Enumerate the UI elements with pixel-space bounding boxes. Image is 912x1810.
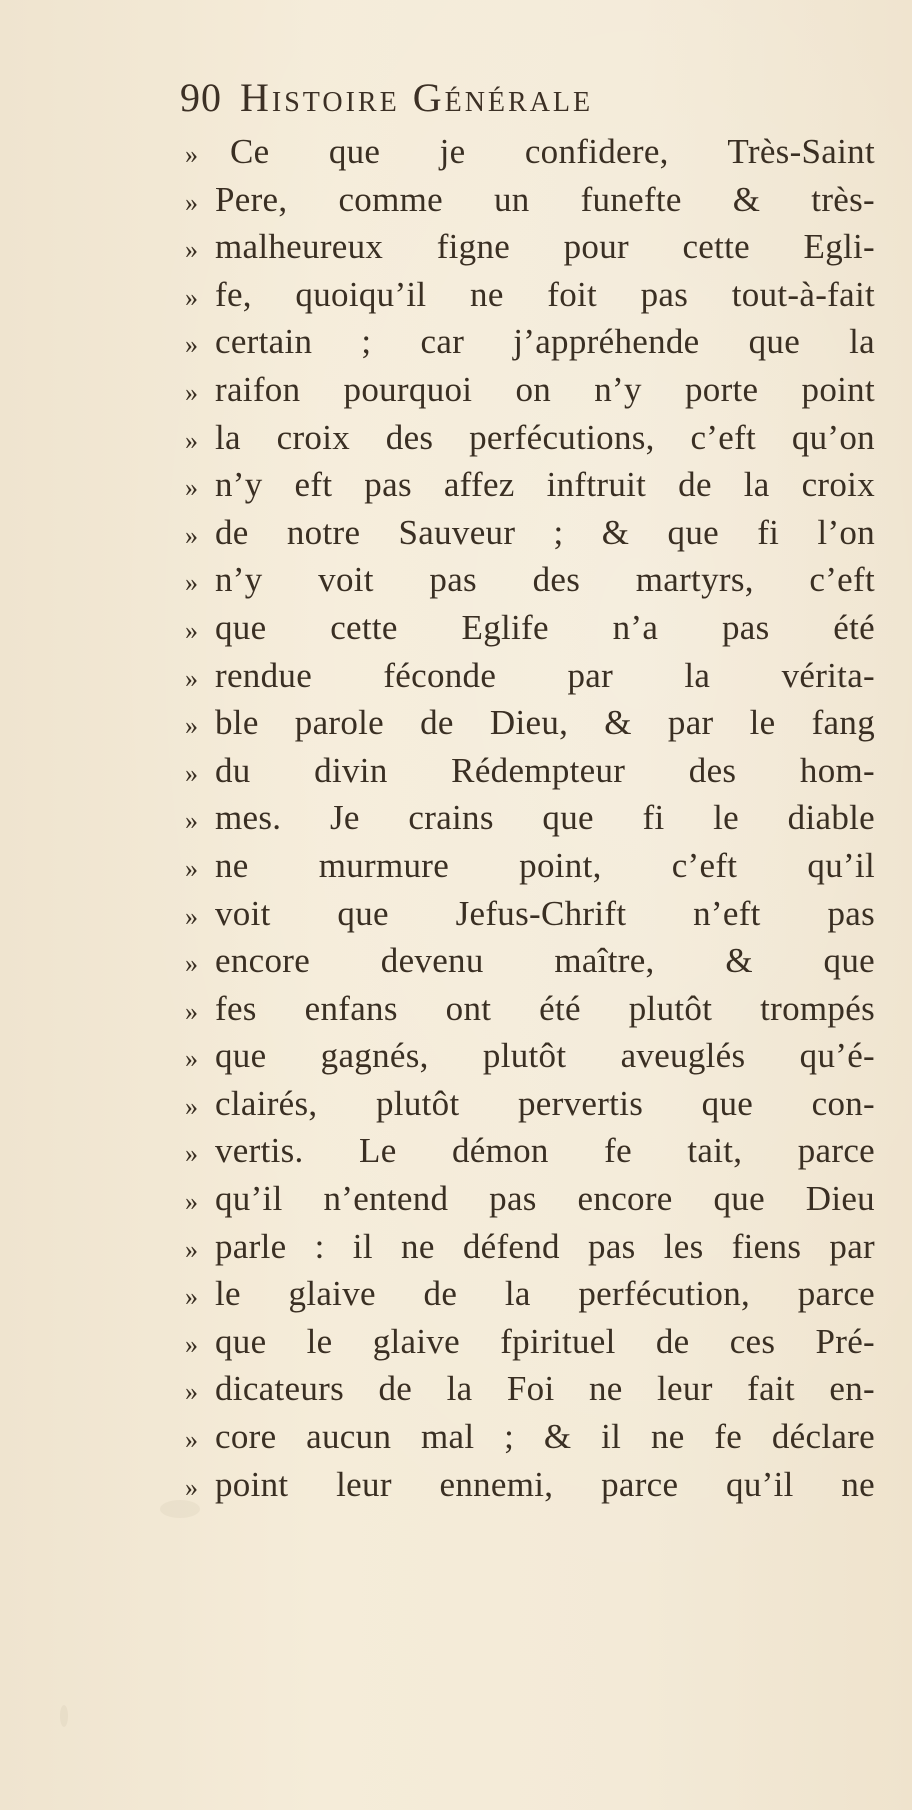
line-text: mes. Je crains que fi le diable [215,798,875,838]
quote-mark: » [185,425,196,455]
line-text: point leur ennemi, parce qu’il ne [215,1464,875,1504]
text-line [185,227,875,275]
quote-mark: » [185,901,196,931]
quote-mark: » [185,187,196,217]
quote-mark: » [185,1282,196,1312]
text-line [185,275,875,323]
text-line [185,418,875,466]
quote-mark: » [185,949,196,979]
line-text: rendue féconde par la vérita- [215,655,875,695]
quote-mark: » [185,1472,196,1502]
text-line [185,894,875,942]
quote-mark: » [185,1139,196,1169]
line-text: n’y voit pas des martyrs, c’eft [215,560,875,600]
text-line [185,1179,875,1227]
quote-mark: » [185,235,196,265]
text-line [185,1369,875,1417]
text-line [185,465,875,513]
text-line [185,846,875,894]
line-text: ble parole de Dieu, & par le fang [215,703,875,743]
text-line [185,513,875,561]
line-text: de notre Sauveur ; & que fi l’on [215,512,875,552]
line-text: voit que Jefus-Chrift n’eft pas [215,893,875,933]
text-line [185,989,875,1037]
text-line [185,322,875,370]
quote-mark: » [185,1044,196,1074]
line-text: raifon pourquoi on n’y porte point [215,369,875,409]
text-line [185,1036,875,1084]
text-line [185,370,875,418]
line-text: que gagnés, plutôt aveuglés qu’é- [215,1036,875,1076]
line-text: fe, quoiqu’il ne foit pas tout-à-fait [215,274,875,314]
quote-mark: » [185,663,196,693]
running-title: Histoire Générale [240,75,594,120]
line-text: que cette Eglife n’a pas été [215,607,875,647]
text-line [185,608,875,656]
line-text: n’y eft pas affez inftruit de la croix [215,465,875,505]
line-text: Ce que je confidere, Très-Saint [230,132,875,171]
text-line [185,798,875,846]
text-line [185,1274,875,1322]
line-text: encore devenu maître, & que [215,941,875,981]
line-text: du divin Rédempteur des hom- [215,750,875,790]
text-line [185,941,875,989]
line-text: vertis. Le démon fe tait, parce [215,1131,875,1171]
quote-mark: » [185,330,196,360]
line-text: ne murmure point, c’eft qu’il [215,845,875,885]
line-text: Pere, comme un funefte & très- [215,179,875,219]
line-text: certain ; car j’appréhende que la [215,322,875,362]
quote-mark: » [185,1329,196,1359]
quote-mark: » [185,758,196,788]
quote-mark: » [185,615,196,645]
paper-spot [60,1705,68,1727]
line-text: clairés, plutôt pervertis que con- [215,1083,875,1123]
text-line [185,1465,875,1513]
line-text: que le glaive fpirituel de ces Pré- [215,1321,875,1361]
line-text: core aucun mal ; & il ne fe déclare [215,1417,875,1457]
text-line [185,1322,875,1370]
text-line [185,1227,875,1275]
text-line [185,1417,875,1465]
line-text: qu’il n’entend pas encore que Dieu [215,1179,875,1219]
quote-mark: » [185,520,196,550]
quote-mark: » [185,377,196,407]
text-line [185,1084,875,1132]
quote-mark: » [185,711,196,741]
text-line [185,560,875,608]
page-header [180,74,860,130]
text-line [185,132,875,180]
quote-mark: » [185,473,196,503]
quote-mark: » [185,282,196,312]
line-text: dicateurs de la Foi ne leur fait en- [215,1369,875,1409]
quote-mark: » [185,853,196,883]
text-line [185,180,875,228]
line-text: le glaive de la perfécution, parce [215,1274,875,1314]
text-line [185,656,875,704]
page-number: 90 [180,75,222,120]
quote-mark: » [185,996,196,1026]
line-text: parle : il ne défend pas les fiens par [215,1226,875,1266]
quote-mark: » [185,568,196,598]
quote-mark: » [185,1234,196,1264]
line-text: malheureux figne pour cette Egli- [215,227,875,267]
text-line [185,751,875,799]
quote-mark: » [185,1187,196,1217]
text-line [185,703,875,751]
body-text [185,132,875,1512]
quote-mark: » [185,1091,196,1121]
quote-mark: » [185,1425,196,1455]
line-text: fes enfans ont été plutôt trompés [215,988,875,1028]
quote-mark: » [185,1377,196,1407]
text-line [185,1131,875,1179]
quote-mark: » [185,140,196,169]
quote-mark: » [185,806,196,836]
line-text: la croix des perfécutions, c’eft qu’on [215,417,875,457]
